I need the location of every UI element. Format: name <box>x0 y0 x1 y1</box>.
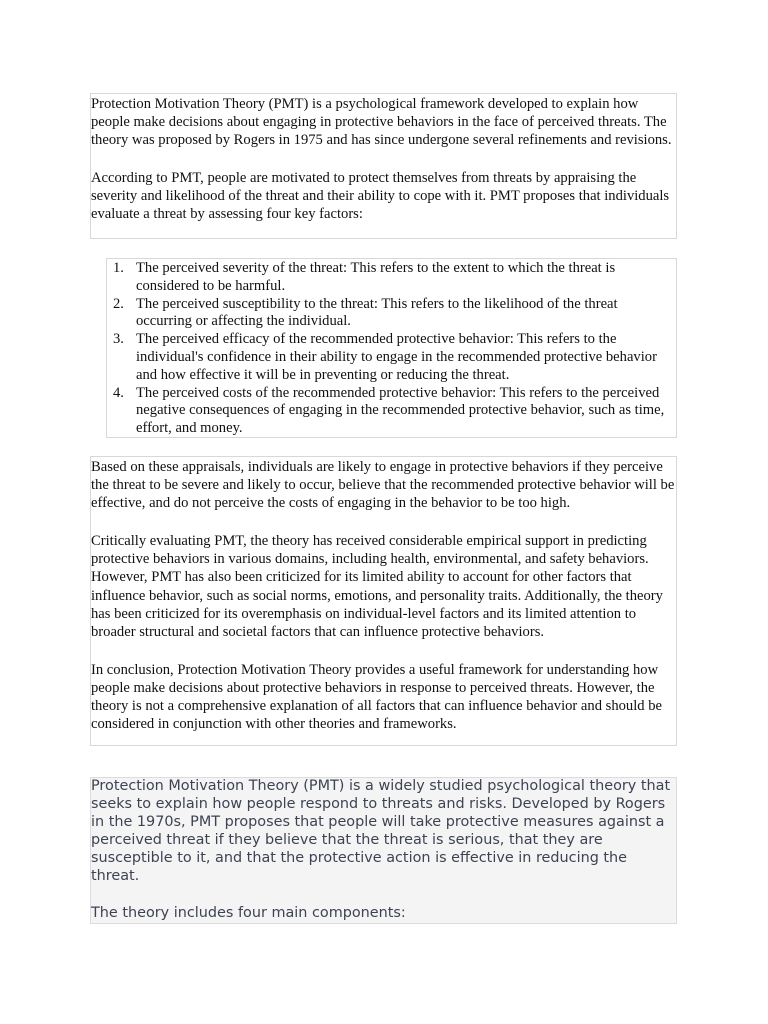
list-item-text: The perceived efficacy of the recommended protective behavior: This refers to the individual's confidence in their ability to engage in the recommended protective behavior and how effective it will be in preventing or reducing the threat. <box>136 331 657 383</box>
appraisal-outcome-paragraph: Based on these appraisals, individuals are likely to engage in protective behaviors if they perceive the threat to be severe and likely to occur, believe that the recommended protective behavior will be effective, and do not perceive the costs of engaging in the behavior to be too high. <box>91 459 675 512</box>
list-item <box>107 385 676 438</box>
list-item-text: The perceived costs of the recommended protective behavior: This refers to the perceived negative consequences of engaging in the recommended protective behavior, such as time, effort, and money. <box>136 384 665 437</box>
secondary-intro-paragraph: Protection Motivation Theory (PMT) is a widely studied psychological theory that seeks to explain how people respond to threats and risks. Developed by Rogers in the 1970s, PMT proposes that people will take protective measures against a perceived threat if they believe that the threat is serious, that they are susceptible to it, and that the protective action is effective in reducing the threat. <box>91 778 671 884</box>
factors-list <box>107 260 676 438</box>
list-number: 3. <box>113 331 124 348</box>
intro-text-block <box>90 93 677 239</box>
list-item-text: The perceived severity of the threat: This refers to the extent to which the threat is considered to be harmful. <box>136 260 616 294</box>
evaluation-text-block <box>90 456 677 746</box>
critical-evaluation-paragraph: Critically evaluating PMT, the theory has received considerable empirical support in predicting protective behaviors in various domains, including health, environmental, and safety behaviors. However, PMT has also been criticized for its limited ability to account for other factors that influence behavior, such as social norms, emotions, and personality traits. Additionally, the theory has been criticized for its overemphasis on individual-level factors and its limited attention to broader structural and societal factors that can influence protective behaviors. <box>91 533 663 641</box>
appraisal-paragraph: According to PMT, people are motivated to protect themselves from threats by appraising the severity and likelihood of the threat and their ability to cope with it. PMT proposes that individuals evaluate a threat by assessing four key factors: <box>91 170 670 223</box>
list-item <box>107 296 676 332</box>
list-item <box>107 331 676 384</box>
list-number: 2. <box>113 295 124 312</box>
list-item <box>107 260 676 296</box>
factors-list-block <box>106 258 677 438</box>
list-number: 1. <box>113 260 124 276</box>
list-number: 4. <box>113 384 124 401</box>
secondary-response-block <box>90 777 677 924</box>
list-item-text: The perceived susceptibility to the threat: This refers to the likelihood of the threat occurring or affecting the individual. <box>136 295 618 330</box>
components-heading-paragraph: The theory includes four main components: <box>91 905 406 922</box>
intro-paragraph: Protection Motivation Theory (PMT) is a psychological framework developed to explain how people make decisions about engaging in protective behaviors in the face of perceived threats. The theory was proposed by Rogers in 1975 and has since undergone several refinements and revisions. <box>91 96 672 149</box>
conclusion-paragraph: In conclusion, Protection Motivation Theory provides a useful framework for understanding how people make decisions about protective behaviors in response to perceived threats. However, the theory is not a comprehensive explanation of all factors that can influence behavior and should be considered in conjunction with other theories and frameworks. <box>91 661 662 733</box>
